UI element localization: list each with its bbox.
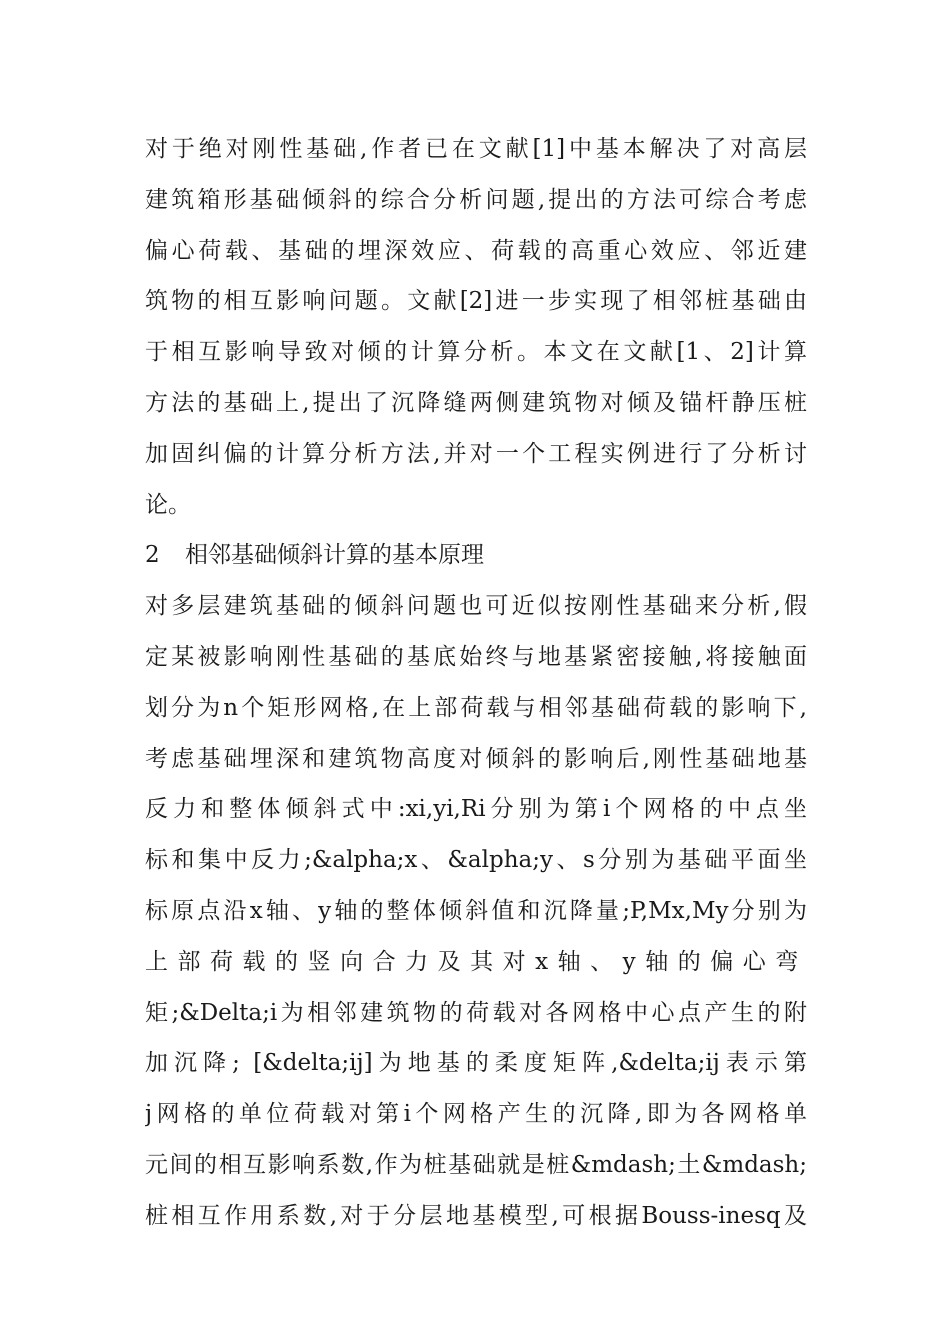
text-line: 桩相互作用系数,对于分层地基模型,可根据Bouss-inesq及 bbox=[145, 1202, 807, 1229]
section-title: 相邻基础倾斜计算的基本原理 bbox=[185, 542, 484, 569]
text-line: 划分为n个矩形网格,在上部荷载与相邻基础荷载的影响下, bbox=[145, 694, 807, 721]
section-number: 2 bbox=[145, 542, 160, 569]
text-line: 于相互影响导致对倾的计算分析。本文在文献[1、2]计算 bbox=[145, 339, 807, 366]
text-line: 偏心荷载、基础的埋深效应、荷载的高重心效应、邻近建 bbox=[145, 237, 807, 264]
text-line: 论。 bbox=[145, 491, 191, 518]
text-line: 方法的基础上,提出了沉降缝两侧建筑物对倾及锚杆静压桩 bbox=[145, 389, 807, 416]
text-line: 标原点沿x轴、y轴的整体倾斜值和沉降量;P,Mx,My分别为 bbox=[145, 897, 807, 924]
text-line: 反力和整体倾斜式中:xi,yi,Ri分别为第i个网格的中点坐 bbox=[145, 796, 807, 823]
text-line: 上部荷载的竖向合力及其对x轴、y轴的偏心弯 bbox=[145, 948, 807, 975]
principle-paragraph bbox=[145, 581, 807, 1241]
text-line: 建筑箱形基础倾斜的综合分析问题,提出的方法可综合考虑 bbox=[145, 186, 807, 213]
intro-paragraph bbox=[145, 124, 807, 530]
text-line: 元间的相互影响系数,作为桩基础就是桩&mdash;土&mdash; bbox=[145, 1151, 807, 1178]
text-line: 矩;&Delta;i为相邻建筑物的荷载对各网格中心点产生的附 bbox=[145, 999, 807, 1026]
text-line: 定某被影响刚性基础的基底始终与地基紧密接触,将接触面 bbox=[145, 643, 807, 670]
text-line: 对于绝对刚性基础,作者已在文献[1]中基本解决了对高层 bbox=[145, 136, 807, 162]
text-line: 加沉降; [&delta;ij]为地基的柔度矩阵,&delta;ij表示第 bbox=[145, 1050, 807, 1077]
document-page bbox=[145, 124, 807, 1242]
text-line: 加固纠偏的计算分析方法,并对一个工程实例进行了分析讨 bbox=[145, 440, 807, 467]
text-line: 筑物的相互影响问题。文献[2]进一步实现了相邻桩基础由 bbox=[145, 288, 807, 315]
section-heading bbox=[145, 530, 807, 581]
text-line: 标和集中反力;&alpha;x、&alpha;y、s分别为基础平面坐 bbox=[145, 847, 807, 874]
text-line: j网格的单位荷载对第i个网格产生的沉降,即为各网格单 bbox=[145, 1101, 807, 1128]
text-line: 对多层建筑基础的倾斜问题也可近似按刚性基础来分析,假 bbox=[145, 593, 807, 620]
text-line: 考虑基础埋深和建筑物高度对倾斜的影响后,刚性基础地基 bbox=[145, 745, 807, 772]
